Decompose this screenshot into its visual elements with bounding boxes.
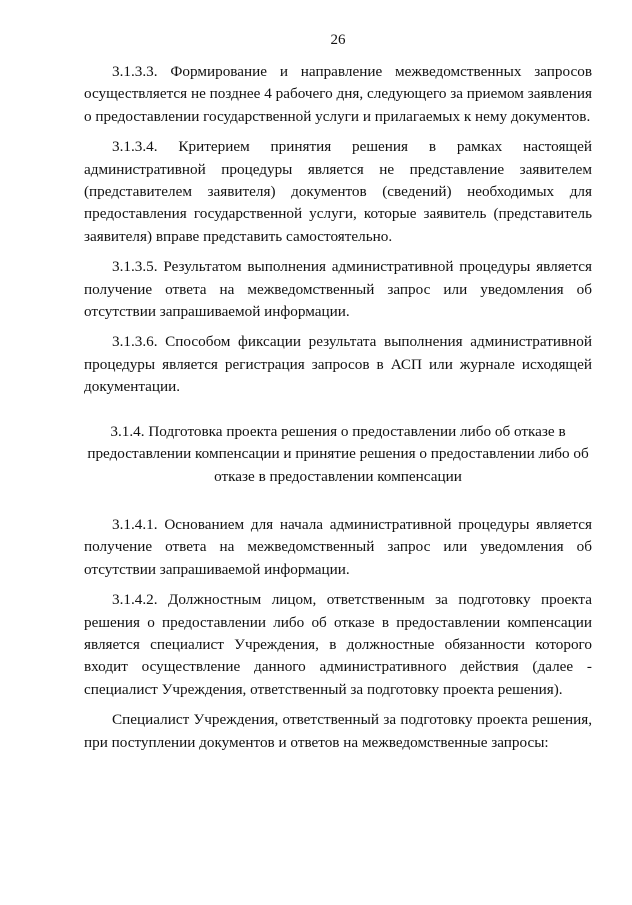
paragraph-3-1-3-4: 3.1.3.4. Критерием принятия решения в рамках настоящей административной процедуры является не представление заявителем (представителем заявителя) документов (сведений) необходимых для предоставления государственной услуги, которые заявитель (представитель заявителя) вправе представить самостоятельно. [84,138,592,245]
page-number: 26 [330,32,346,48]
paragraph-3-1-3-6: 3.1.3.6. Способом фиксации результата выполнения административной процедуры является регистрация запросов в АСП или журнале исходящей документации. [84,333,592,396]
paragraph-specialist: Специалист Учреждения, ответственный за подготовку проекта решения, при поступлении документов и ответов на межведомственные запросы: [84,711,592,751]
paragraph-3-1-3-5: 3.1.3.5. Результатом выполнения административной процедуры является получение ответа на межведомственный запрос или уведомления об отсутствии запрашиваемой информации. [84,258,592,321]
section-heading-3-1-4: 3.1.4. Подготовка проекта решения о предоставлении либо об отказе в предоставлении компенсации и принятие решения о предоставлении либо об отказе в предоставлении компенсации [87,422,589,485]
paragraph-3-1-4-1: 3.1.4.1. Основанием для начала административной процедуры является получение ответа на межведомственный запрос или уведомления об отсутствии запрашиваемой информации. [84,515,592,578]
paragraph-3-1-4-2: 3.1.4.2. Должностным лицом, ответственным за подготовку проекта решения о предоставлении либо об отказе в предоставлении компенсации является специалист Учреждения, в должностные обязанности которого входит осуществление данного административного действия (далее - специалист Учреждения, ответственный за подготовку проекта решения). [84,591,592,698]
paragraph-3-1-3-3: 3.1.3.3. Формирование и направление межведомственных запросов осуществляется не позднее 4 рабочего дня, следующего за приемом заявления о предоставлении государственной услуги и прилагаемых к нему документов. [84,63,592,125]
